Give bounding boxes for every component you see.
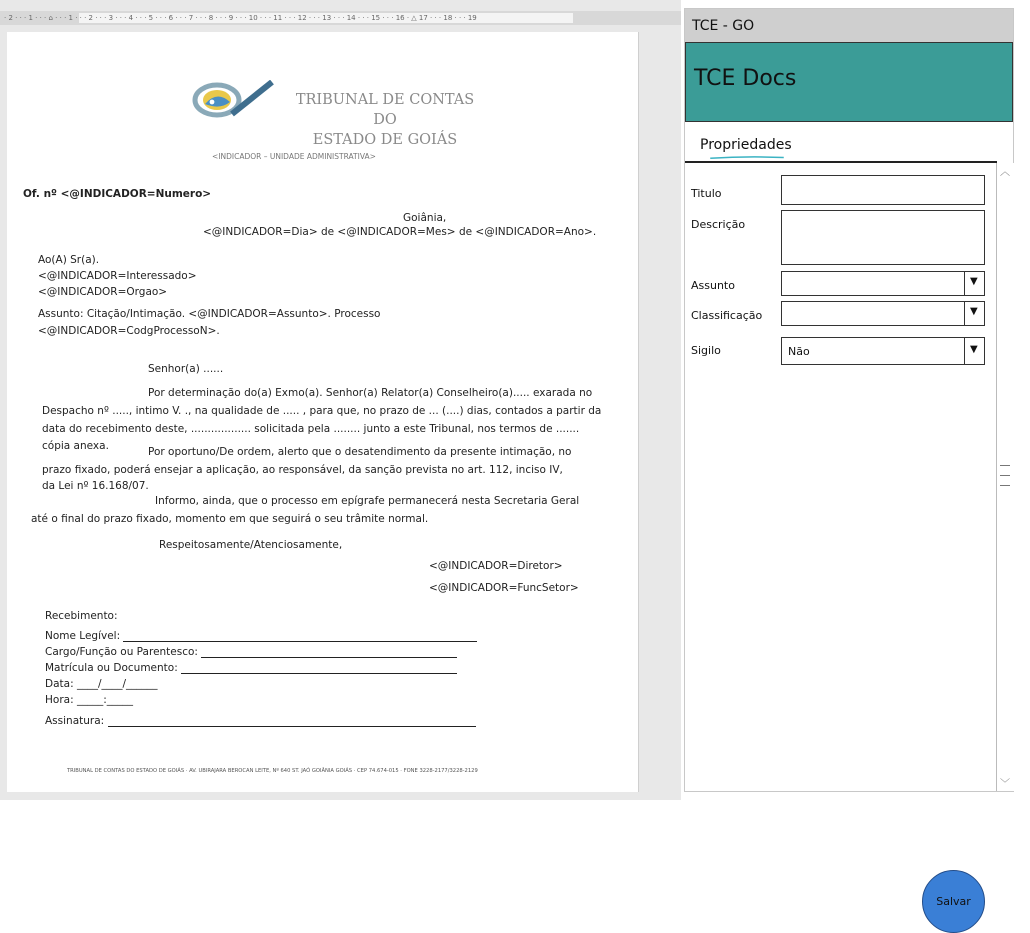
ruler[interactable] <box>0 11 681 25</box>
scroll-up-icon[interactable]: ︿ <box>1000 167 1010 178</box>
field-label: Hora: <box>45 694 74 706</box>
field-matricula <box>45 662 457 674</box>
field-data <box>45 678 158 690</box>
assunto-label: Assunto <box>691 279 735 292</box>
assunto-line-2: <@INDICADOR=CodgProcessoN>. <box>38 325 220 337</box>
date-blanks: ____/____/______ <box>76 678 158 690</box>
closing: Respeitosamente/Atenciosamente, <box>159 539 343 551</box>
paragraph-3-line-2: até o final do prazo fixado, momento em que seguirá o seu trâmite normal. <box>31 513 429 525</box>
field-assinatura <box>45 715 476 727</box>
field-label: Matrícula ou Documento: <box>45 662 178 674</box>
tce-docs-panel <box>684 8 1014 908</box>
app-title: TCE - GO <box>692 18 755 34</box>
paragraph-3-line-1: Informo, ainda, que o processo em epígrafe permanecerá nesta Secretaria Geral <box>155 495 580 507</box>
sigilo-select[interactable] <box>781 337 985 365</box>
blank-line <box>201 647 457 658</box>
save-button[interactable]: Salvar <box>922 870 985 933</box>
scroll-grip-line <box>1000 465 1010 466</box>
tab-active-underline <box>697 156 797 159</box>
properties-form <box>685 163 997 908</box>
paragraph-1-line-4: cópia anexa. <box>42 440 109 452</box>
sigilo-label: Sigilo <box>691 344 721 357</box>
blank-line <box>181 663 457 674</box>
classificacao-select[interactable] <box>781 301 985 326</box>
chevron-down-icon: ▼ <box>970 306 978 317</box>
descricao-textarea[interactable] <box>781 210 985 265</box>
field-label: Assinatura: <box>45 715 105 727</box>
sigilo-value: Não <box>788 345 810 358</box>
brand-header <box>685 42 1013 122</box>
signature-director: <@INDICADOR=Diretor> <box>429 560 563 572</box>
greeting: Senhor(a) ...... <box>148 363 224 375</box>
scrollbar[interactable] <box>996 163 1014 791</box>
address-line-3: <@INDICADOR=Orgao> <box>38 286 168 298</box>
tab-propriedades[interactable]: Propriedades <box>700 137 792 153</box>
signature-function: <@INDICADOR=FuncSetor> <box>429 582 579 594</box>
titulo-input[interactable] <box>781 175 985 205</box>
field-label: Cargo/Função ou Parentesco: <box>45 646 198 658</box>
classificacao-dropdown-button[interactable] <box>964 302 984 325</box>
date-line: <@INDICADOR=Dia> de <@INDICADOR=Mes> de <@INDICADOR=Ano>. <box>203 226 597 238</box>
ruler-marks: · 2 · · · 1 · · · ⌂ · · · 1 · · · 2 · · · 3 · · · 4 · · · 5 · · · 6 · · · 7 · · · 8 · · · 9 · · · 10 · · · 11 · · · 12 · · · 13 · · · 14 · · · 15 · · · 16 · △ 17 · · · 18 · · · 19 <box>4 14 477 22</box>
header-tag: <INDICADOR – UNIDADE ADMINISTRATIVA> <box>212 152 376 161</box>
time-blanks: _____:_____ <box>76 694 133 706</box>
oficio-number: Of. nº <@INDICADOR=Numero> <box>23 188 212 200</box>
address-line-2: <@INDICADOR=Interessado> <box>38 270 197 282</box>
tce-logo-text <box>285 90 485 150</box>
city: Goiânia, <box>403 212 447 224</box>
classificacao-label: Classificação <box>691 309 763 322</box>
scroll-down-icon[interactable]: ﹀ <box>1000 779 1010 790</box>
logo-line-1: TRIBUNAL DE CONTAS DO <box>295 92 475 128</box>
field-hora <box>45 694 133 706</box>
document-footer: TRIBUNAL DE CONTAS DO ESTADO DE GOIÁS · AV. UBIRAJARA BEROCAN LEITE, Nº 640 ST. JAÓ GOIÂNIA GOIÁS · CEP 74.674-015 · FONE 3228-2177/3228-2129 <box>67 768 478 774</box>
chevron-down-icon: ▼ <box>970 276 978 287</box>
brand-title: TCE Docs <box>694 66 797 91</box>
document-page[interactable] <box>7 32 639 792</box>
field-cargo <box>45 646 457 658</box>
paragraph-1-line-1: Por determinação do(a) Exmo(a). Senhor(a) Relator(a) Conselheiro(a)..... exarada no <box>148 387 593 399</box>
assunto-dropdown-button[interactable] <box>964 272 984 295</box>
scroll-grip-line <box>1000 475 1010 476</box>
field-label: Data: <box>45 678 74 690</box>
chevron-down-icon: ▼ <box>970 344 978 355</box>
paragraph-1-line-3: data do recebimento deste, .................. solicitada pela ........ junto a este Tribunal, nos termos de ....... <box>42 423 580 435</box>
paragraph-2-line-3: da Lei nº 16.168/07. <box>42 480 149 492</box>
blank-line <box>123 631 477 642</box>
tce-logo-icon <box>172 80 280 120</box>
assunto-select[interactable] <box>781 271 985 296</box>
blank-line <box>108 716 476 727</box>
descricao-label: Descrição <box>691 218 746 231</box>
recebimento-heading: Recebimento: <box>45 610 118 622</box>
field-nome-legivel <box>45 630 477 642</box>
paragraph-2-line-1: Por oportuno/De ordem, alerto que o desatendimento da presente intimação, no <box>148 446 572 458</box>
scroll-grip-line <box>1000 485 1010 486</box>
app-title-bar <box>685 9 1013 42</box>
paragraph-1-line-2: Despacho nº ....., intimo V. ., na qualidade de ..... , para que, no prazo de ... (....) dias, contados a partir da <box>42 405 602 417</box>
sigilo-dropdown-button[interactable] <box>964 338 984 364</box>
field-label: Nome Legível: <box>45 630 121 642</box>
logo-line-2: ESTADO DE GOIÁS <box>312 132 458 148</box>
address-line-1: Ao(A) Sr(a). <box>38 254 100 266</box>
assunto-line-1: Assunto: Citação/Intimação. <@INDICADOR=Assunto>. Processo <box>38 308 381 320</box>
titulo-label: Titulo <box>691 187 722 200</box>
paragraph-2-line-2: prazo fixado, poderá ensejar a aplicação, ao responsável, da sanção prevista no art. 112, inciso IV, <box>42 464 563 476</box>
